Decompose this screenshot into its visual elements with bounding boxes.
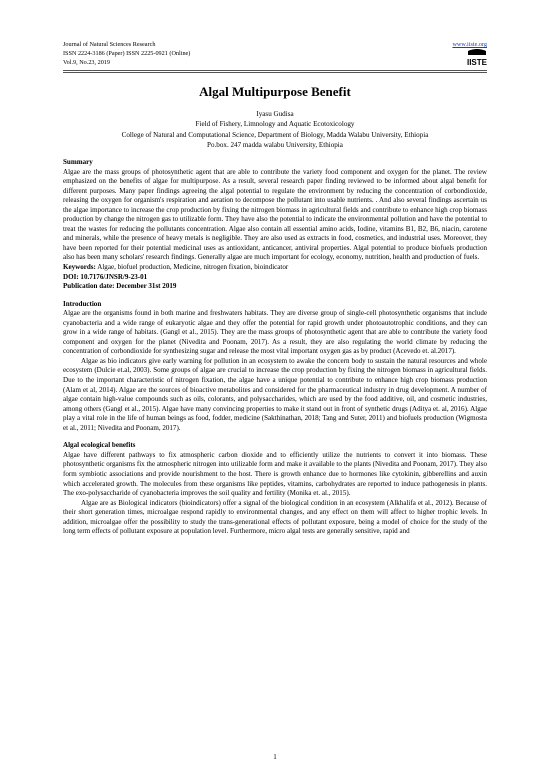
summary-text: Algae are the mass groups of photosynthetic agent that are able to contribute the variety food component and oxygen for the planet. The review emphasized on the benefits of algae for multipurpose. As a result, several research paper finding reviewed to be informed about algal benefit for different purposes. Many paper findings agreeing the algal potential to regulate the environment by reducing the concentration of corbondioxide, releasing the oxygen for organism's respiration and aeration to decompose the pollutant into usable nutrients. . And also several findings ascertain us the algae importance to increase the crop production by fixing the nitrogen biomass in agricultural fields and contribute to enhance high crop biomass production by change the nitrogen gas to utilizable form. They have also the potential to indicate the environmental pollution and have the potential to treat the wastes for reducing the pollutants concentration. Algae also contain all essential amino acids, Iodine, vitamins B1, B2, B6, niacin, carotene and minerals, while the presence of heavy metals is negligible. They are also used as extracts in food, cosmetics, and industrial uses. Moreover, they have been reported for their potential medicinal uses as antioxidant, anticancer, antiviral properties. Algal potential to produce biofuels production also has been many scholars' research findings. Generally algae are much important for ecology, economy, nutrition, health and production of fuels. (63, 167, 487, 262)
intro-paragraph-1: Algae are the organisms found in both marine and freshwaters habitats. They are diverse group of single-cell photosynthetic organisms that include cyanobacteria and a wide range of eukaryotic algae and they offer the potential for rapid growth under photoautotrophic conditions, and they can grow in a wide range of habitats. (Gangl et al., 2015). They are the mass groups of photosynthetic agent that are able to contribute the variety food component and oxygen for the planet (Nivedita and Poonam, 2017). As a result, they are also regulating the world climate by reducing the concentration of corbondioxide for synthesizing sugar and release the most vital important oxygen gas as by product (Acevedo et. al.2017). (63, 309, 487, 356)
journal-volume: Vol.9, No.23, 2019 (63, 59, 110, 66)
affiliation-3: Po.box. 247 madda walabu University, Ethiopia (207, 140, 343, 149)
journal-issn: ISSN 2224-3186 (Paper) ISSN 2225-0921 (Online) (63, 50, 191, 57)
logo-text: IISTE (466, 58, 488, 67)
introduction-heading: Introduction (63, 299, 102, 308)
journal-name: Journal of Natural Sciences Research (63, 41, 156, 48)
author-name: Iyasu Gudisa (256, 110, 294, 118)
ecology-heading: Algal ecological benefits (63, 441, 136, 450)
pubdate-line (63, 282, 487, 292)
paper-body (63, 158, 487, 537)
journal-header (63, 40, 487, 67)
pubdate-value: December 31st 2019 (114, 282, 177, 291)
paper-title: Algal Multipurpose Benefit (199, 84, 351, 99)
header-divider (63, 70, 487, 71)
doi-value: 10.7176/JNSR/9-23-01 (78, 272, 148, 281)
keywords-text: Algae, biofuel production, Medicine, nitrogen fixation, bioindicator (95, 263, 289, 272)
intro-paragraph-2: Algae as bio indicators give early warning for pollution in an ecosystem to awake the concern body to sustain the natural resources and whole ecosystem (Dulcie et.al, 2003). Some groups of algae are crucial to increase the crop production by fixing the nitrogen biomass in agricultural fields. Due to the important characteristic of nitrogen fixation, the algae have a unique potential to contribute to enhance high crop biomass production (Alam et al, 2014). Algae are the sources of bioactive metabolites and considered for the pharmaceutical industry in drug development. A number of algae contain high-value compounds such as oils, colorants, and polysaccharides, which are used by the food additive, oil, and cosmetic industries, among others (Gangl et al., 2015). Algae have many convincing properties to make it stand out in front of synthetic drugs (Aditya et. al, 2016). Algae play a vital role in the life of human beings as food, fodder, medicine (Sakthinathan, 2018; Tang and Suter, 2011) and biofuels production (Wigmosta et al., 2011; Nivedita and Poonam, 2017). (63, 356, 487, 432)
affiliation-2: College of Natural and Computational Science, Department of Biology, Madda Walabu University, Ethiopia (121, 130, 429, 139)
doi-line (63, 273, 487, 283)
affiliation-1: Field of Fishery, Limnology and Aquatic Ecotoxicology (195, 120, 355, 129)
author-block (63, 109, 487, 150)
header-divider-thin (63, 72, 487, 73)
pubdate-label: Publication date: (63, 282, 115, 291)
summary-heading: Summary (63, 158, 93, 166)
iiste-logo (466, 49, 488, 67)
ecology-paragraph-1: Algae have different pathways to fix atmospheric carbon dioxide and to efficiently utilize the nutrients to convert it into biomass. These photosynthetic organisms fix the atmospheric nitrogen into utilizable form and make it available to the plants (Nivedita and Poonam, 2017). They also form symbiotic associations and provide nourishment to the host. There is growth enhance due to hormones like cytokinin, gibberellins and auxin which accelerated growth. The molecules from these organisms like peptides, vitamins, carbohydrates are reported to induce pathogenesis in plants. The exo-polysaccharide of cyanobacteria improves the soil quality and fertility (Monika et. al., 2015). (63, 450, 487, 498)
page-number: 1 (273, 753, 277, 761)
journal-url-link[interactable]: www.iiste.org (452, 41, 487, 48)
doi-label: DOI: (63, 272, 79, 281)
ecology-paragraph-2: Algae are as Biological indicators (bioindicators) offer a signal of the biological condition in an ecosystem (Alkhalifa et al., 2012). Because of their short generation times, microalgae respond rapidly to environmental changes, and any effect on them will affect to higher trophic levels. In addition, microalgae offer the possibility to study the trans-generational effects of pollutant exposure, being a model of choice for the study of the long term effects of pollutant exposure at population level. Furthermore, micro algal tests are generally sensitive, rapid and (63, 498, 487, 536)
keywords-line (63, 263, 487, 273)
keywords-label: Keywords: (63, 263, 96, 272)
